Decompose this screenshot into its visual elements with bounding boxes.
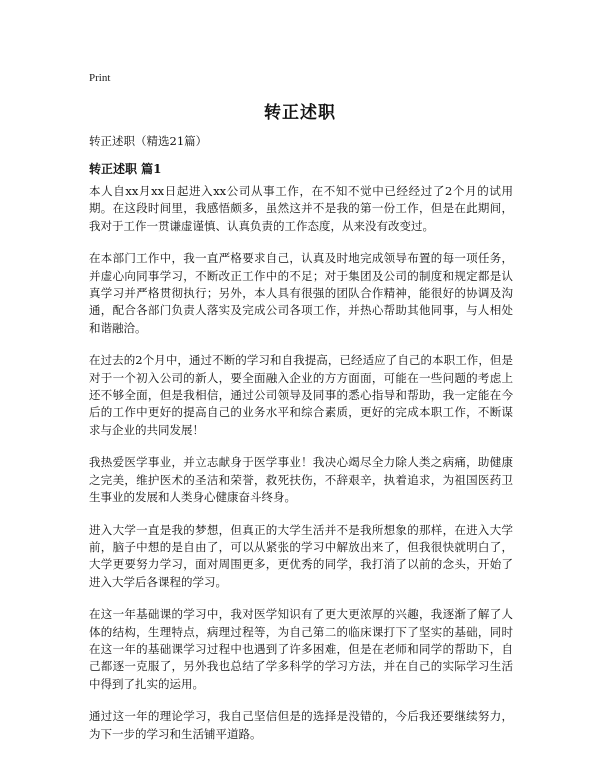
paragraph-6: 在这一年基础课的学习中，我对医学知识有了更大更浓厚的兴趣，我逐渐了解了人体的结构，生理特点，病理过程等，为自己第二的临床课打下了坚实的基础，同时在这一年的基础课学习过程中也遇到了许多困难，但是在老师和同学的帮助下，自己都逐一克服了，另外我也总结了学多科学的学习方法，并在自己的实际学习生活中得到了扎实的运用。 <box>89 607 513 691</box>
page-title: 转正述职 <box>264 103 336 123</box>
print-label: Print <box>89 72 111 84</box>
paragraph-2: 在本部门工作中，我一直严格要求自己，认真及时地完成领导布置的每一项任务，并虚心向同事学习，不断改正工作中的不足；对于集团及公司的制度和规定都是认真学习并严格贯彻执行；另外，本人具有很强的团队合作精神，能很好的协调及沟通，配合各部门负责人落实及完成公司各项工作，并热心帮助其他同事，与人相处和谐融洽。 <box>89 251 513 335</box>
paragraph-4: 我热爱医学事业，并立志献身于医学事业！我决心竭尽全力除人类之病痛，助健康之完美，维护医术的圣洁和荣誉，救死扶伤，不辞艰辛，执着追求，为祖国医药卫生事业的发展和人类身心健康奋斗终身。 <box>89 455 513 504</box>
document-body <box>89 183 513 759</box>
document-subtitle: 转正述职（精选21篇） <box>89 134 208 148</box>
section-heading: 转正述职 篇1 <box>89 162 162 176</box>
paragraph-1: 本人自xx月xx日起进入xx公司从事工作，在不知不觉中已经经过了2个月的试用期。在这段时间里，我感悟颇多，虽然这并不是我的第一份工作，但是在此期间，我对于工作一贯谦虚谨慎、认真负责的工作态度，从来没有改变过。 <box>89 184 513 233</box>
paragraph-7: 通过这一年的理论学习，我自己坚信但是的选择是没错的，今后我还要继续努力，为下一步的学习和生活铺平道路。 <box>89 709 513 741</box>
paragraph-3: 在过去的2个月中，通过不断的学习和自我提高，已经适应了自己的本职工作，但是对于一个初入公司的新人，要全面融入企业的方方面面，可能在一些问题的考虑上还不够全面，但是我相信，通过公司领导及同事的悉心指导和帮助，我一定能在今后的工作中更好的提高自己的业务水平和综合素质，更好的完成本职工作，不断谋求与企业的共同发展！ <box>89 353 513 437</box>
paragraph-5: 进入大学一直是我的梦想，但真正的大学生活并不是我所想象的那样，在进入大学前，脑子中想的是自由了，可以从紧张的学习中解放出来了，但我很快就明白了，大学更要努力学习，面对周围更多，更优秀的同学，我打消了以前的念头，开始了进入大学后各课程的学习。 <box>89 522 513 589</box>
